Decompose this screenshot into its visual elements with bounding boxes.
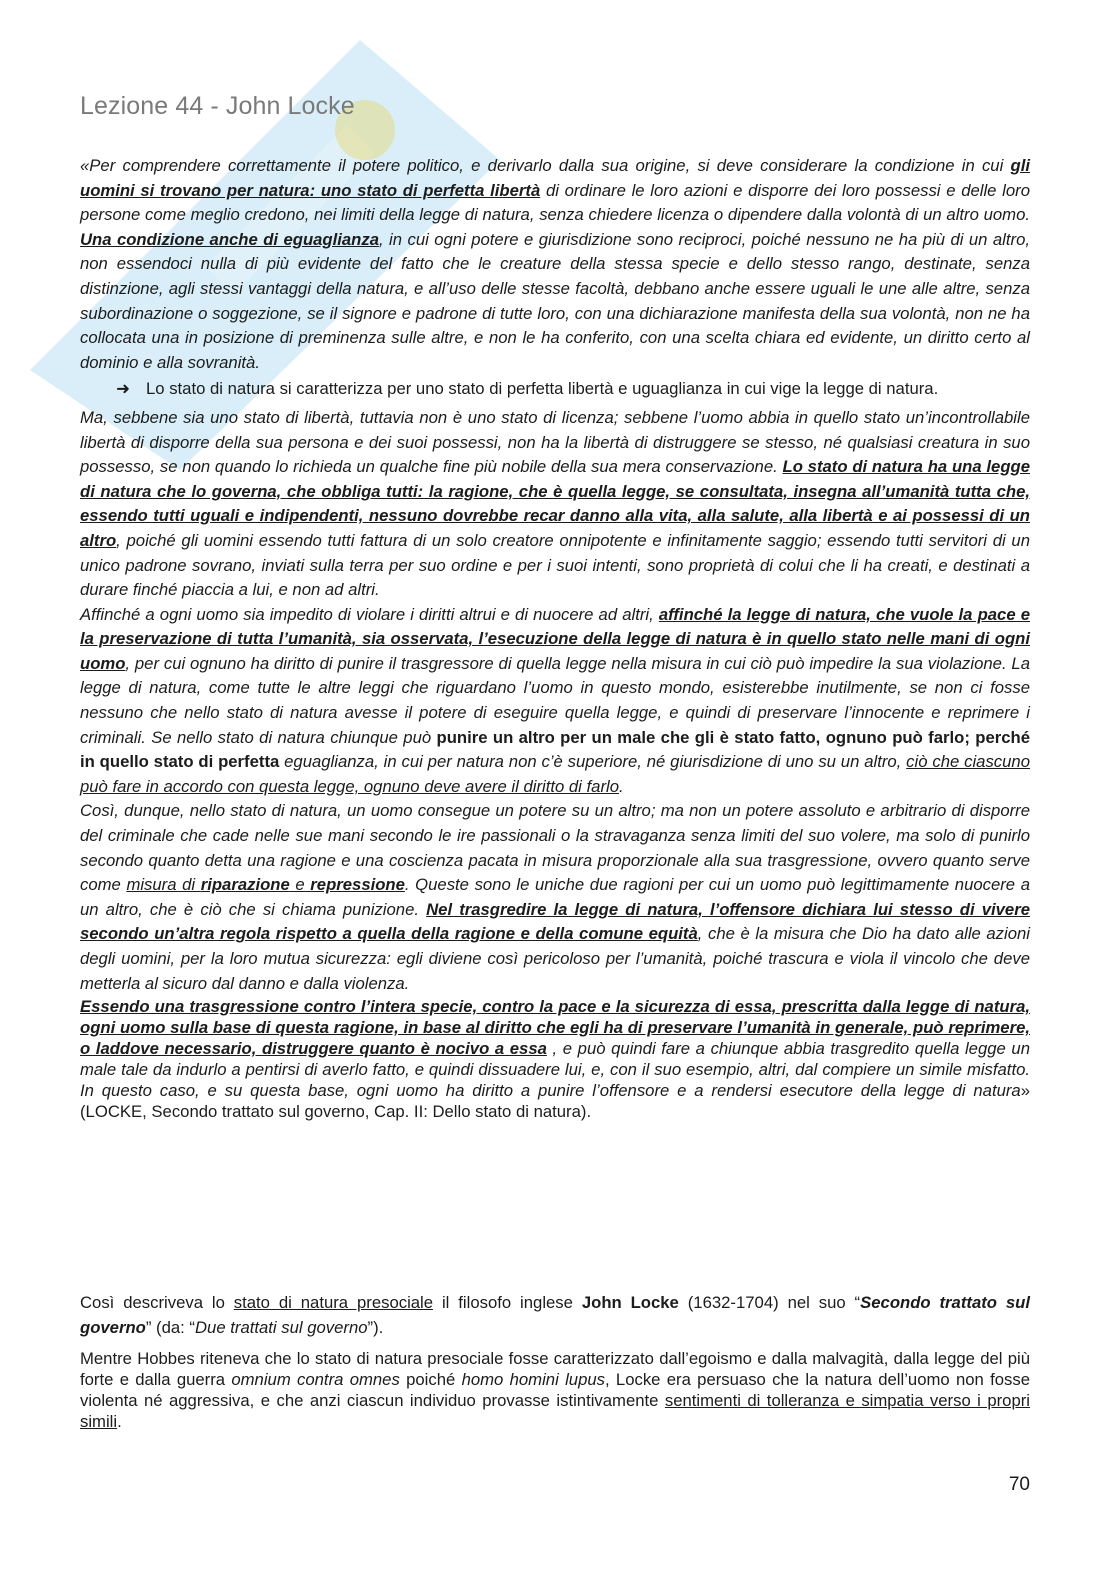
quote-paragraph-2: Ma, sebbene sia uno stato di libertà, tuttavia non è uno stato di licenza; sebbene l’uomo abbia in quello stato un’incontrollabile libertà di disporre della sua persona e dei suoi possessi, non ha la libertà di distruggere se stesso, né qualsiasi creatura in suo possesso, se non quando lo richieda un qualche fine più nobile della sua mera conservazione. Lo stato di natura ha una legge di natura che lo governa, che obbliga tutti: la ragione, che è quella legge, se consultata, insegna all’umanità tutta che, essendo tutti uguali e indipendenti, nessuno dovrebbe recar danno alla vita, alla salute, alla libertà e ai possessi di un altro, poiché gli uomini essendo tutti fattura di un solo creatore onnipotente e infinitamente saggio; essendo tutti servitori di un unico padrone sovrano, inviati sulla terra per suo ordine e per i suoi intenti, sono proprietà di colui che li ha creati, e destinati a durare finché piaccia a lui, e non ad altri.	[80, 407, 1030, 600]
locke-quote	[80, 154, 1030, 1122]
commentary-paragraph-1: Così descriveva lo stato di natura presociale il filosofo inglese John Locke (1632-1704) nel suo “Secondo trattato sul governo” (da: “Due trattati sul governo”).	[80, 1293, 1030, 1337]
quote-paragraph-3: Affinché a ogni uomo sia impedito di violare i diritti altrui e di nuocere ad altri, affinché la legge di natura, che vuole la pace e la preservazione di tutta l’umanità, sia osservata, l’esecuzione della legge di natura è in quello stato nelle mani di ogni uomo, per cui ognuno ha diritto di punire il trasgressore di quella legge nella misura in cui ciò può impedire la sua violazione. La legge di natura, come tutte le altre leggi che riguardano l’uomo in questo mondo, esisterebbe inutilmente, se non ci fosse nessuno che nello stato di natura avesse il potere di eseguire quella legge, e quindi di preservare l’innocente e reprimere i criminali. Se nello stato di natura chiunque può punire un altro per un male che gli è stato fatto, ognuno può farlo; perché in quello stato di perfetta eguaglianza, in cui per natura non c’è superiore, né giurisdizione di uno su un altro, ciò che ciascuno può fare in accordo con questa legge, ognuno deve avere il diritto di farlo.	[80, 604, 1030, 796]
arrow-icon: ➜	[116, 379, 130, 399]
commentary-paragraph-2: Mentre Hobbes riteneva che lo stato di natura presociale fosse caratterizzato dall’egoismo e dalla malvagità, dalla legge del più forte e dalla guerra omnium contra omnes poiché homo homini lupus, Locke era persuaso che la natura dell’uomo non fosse violenta né aggressiva, e che anzi ciascun individuo provasse istintivamente sentimenti di tolleranza e simpatia verso i propri simili.	[80, 1349, 1030, 1432]
summary-bullet: ➜ Lo stato di natura si caratterizza per uno stato di perfetta libertà e uguaglianza in cui vige la legge di natura.	[116, 377, 1030, 402]
quote-paragraph-5: Essendo una trasgressione contro l’intera specie, contro la pace e la sicurezza di essa, prescritta dalla legge di natura, ogni uomo sulla base di questa ragione, in base al diritto che egli ha di preservare l’umanità in generale, può reprimere, o laddove necessario, distruggere quanto è nocivo a essa , e può quindi fare a chiunque abbia trasgredito quella legge un male tale da indurlo a pentirsi di averlo fatto, e quindi dissuadere lui, e, con il suo esempio, altri, dal compiere un simile misfatto. In questo caso, e su questa base, ogni uomo ha diritto a punire l’offensore e a rendersi esecutore della legge di natura» (LOCKE, Secondo trattato sul governo, Cap. II: Dello stato di natura).	[80, 997, 1030, 1122]
quote-paragraph-4: Così, dunque, nello stato di natura, un uomo consegue un potere su un altro; ma non un potere assoluto e arbitrario di disporre del criminale che cade nelle sue mani secondo le ire passionali o la stravaganza senza limiti del suo volere, ma solo di punirlo secondo quanto detta una ragione e una coscienza pacata in misura proporzionale alla sua trasgressione, ovvero quanto serve come misura di riparazione e repressione. Queste sono le uniche due ragioni per cui un uomo può legittimamente nuocere a un altro, che è ciò che si chiama punizione. Nel trasgredire la legge di natura, l’offensore dichiara lui stesso di vivere secondo un’altra regola rispetto a quella della ragione e della comune equità, che è la misura che Dio ha dato alle azioni degli uomini, per la loro mutua sicurezza: egli diviene così pericoloso per l’umanità, poiché trascura e viola il vincolo che deve metterla al sicuro dal danno e dalla violenza.	[80, 801, 1030, 993]
quote-paragraph-1: «Per comprendere correttamente il potere politico, e derivarlo dalla sua origine, si deve considerare la condizione in cui gli uomini si trovano per natura: uno stato di perfetta libertà di ordinare le loro azioni e disporre dei loro possessi e delle loro persone come meglio credono, nei limiti della legge di natura, senza chiedere licenza o dipendere dalla volontà di un altro uomo. Una condizione anche di eguaglianza, in cui ogni potere e giurisdizione sono reciproci, poiché nessuno ne ha più di un altro, non essendoci nulla di più evidente del fatto che le creature della stessa specie e dello stesso rango, destinate, senza distinzione, agli stessi vantaggi della natura, e all’uso delle stesse facoltà, debbano anche essere uguali le une alle altre, senza subordinazione o soggezione, se il signore e padrone di tutte loro, con una dichiarazione manifesta della sua volontà, non ne ha collocata una in posizione di preminenza sulle altre, e non le ha conferito, con una scelta chiara ed evidente, un diritto certo al dominio e alla sovranità.	[80, 156, 1030, 372]
page-number: 70	[1008, 1474, 1030, 1495]
commentary	[80, 1291, 1030, 1440]
page-title: Lezione 44 - John Locke	[80, 92, 355, 120]
